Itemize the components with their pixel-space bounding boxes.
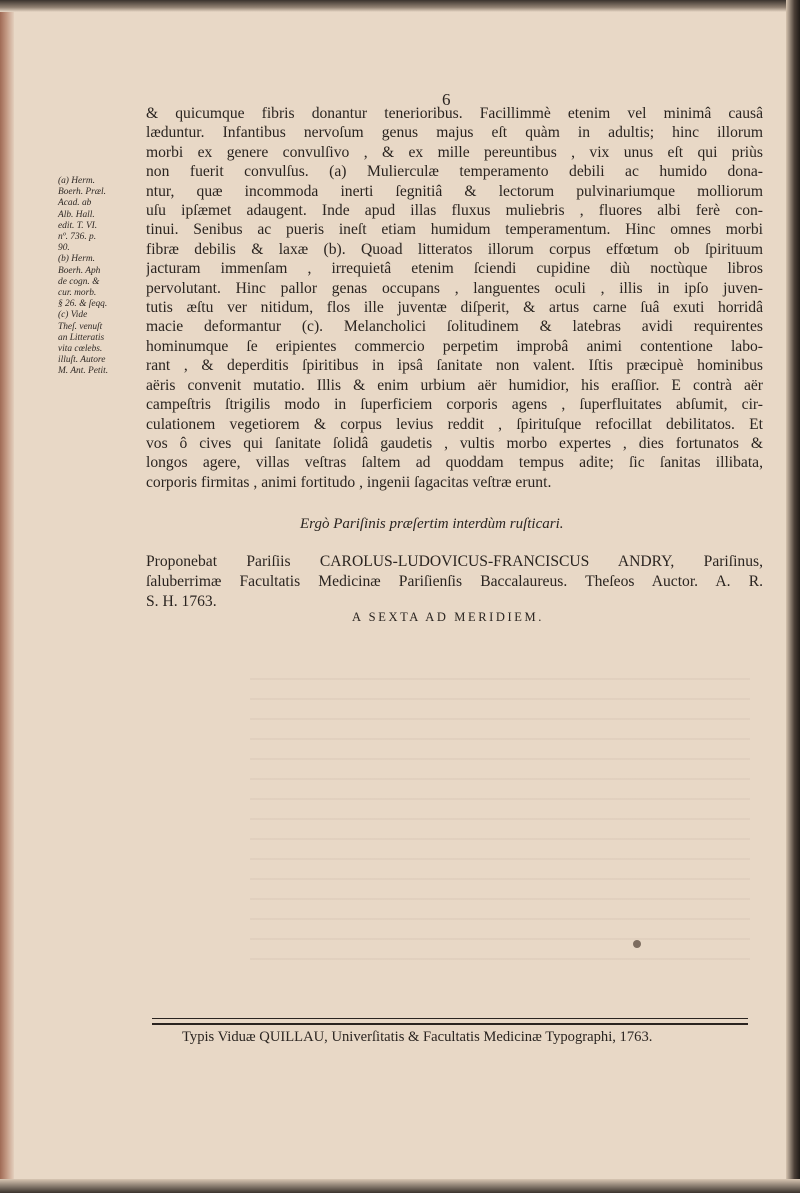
page-right-edge [786, 0, 800, 1193]
margin-note-line: Boerh. Præl. [58, 187, 107, 198]
text-line: læduntur. Infantibus nervoſum genus majus eſt quàm in adultis; hinc illorum [146, 124, 763, 142]
footer-rule [152, 1018, 748, 1025]
page-number: 6 [442, 90, 451, 109]
text-line: campeſtris ſtrigilis modo in ſuperficiem corporis agens , ſuperfluitates abſumit, cir- [146, 396, 763, 414]
margin-note-line: M. Ant. Petit. [58, 366, 109, 377]
margin-note-line: Theſ. venuſt [58, 321, 103, 332]
proponent-statement [146, 552, 763, 612]
text-line: culationem vegetiorem & corpus levius reddit , ſpirituſque refocillat debilitatos. Et [146, 415, 763, 433]
margin-note-line: an Litteratis [58, 332, 105, 343]
margin-note-line: nº. 736. p. [58, 232, 97, 243]
main-text [146, 104, 763, 492]
thesis-conclusion: Ergò Pariſinis præſertim interdùm ruſticari. [300, 516, 564, 532]
text-line: rant , & deperditis ſpiritibus in ipsâ ſanitate non valent. Iſtis præcipuè hominibus [146, 357, 763, 375]
margin-note-line: 90. [58, 243, 70, 254]
proponent-line: Proponebat Pariſiis CAROLUS-LUDOVICUS-FRANCISCUS ANDRY, Pariſinus, [146, 553, 763, 570]
text-line: fibræ debilis & laxæ (b). Quoad litteratos illorum corpus effœtum ob ſpirituum [146, 240, 763, 258]
text-line: tutis æſtu ver nitidum, flos ille juventæ diſperit, & artus carne ſuâ exuti horridâ [146, 299, 763, 317]
text-line: & quicumque fibris donantur tenerioribus. Facillimmè etenim vel minimâ causâ [146, 105, 763, 122]
margin-note-line: § 26. & ſeqq. [58, 299, 108, 310]
margin-note-line: edit. T. VI. [58, 220, 98, 231]
proponent-line: ſaluberrimæ Facultatis Medicinæ Pariſienſis Baccalaureus. Theſeos Auctor. A. R. [146, 573, 763, 590]
margin-note-line: cur. morb. [58, 288, 97, 299]
text-line: corporis firmitas , animi fortitudo , ingenii ſagacitas veſtræ erunt. [146, 473, 552, 491]
page-bottom-edge [0, 1179, 800, 1193]
printer-imprint: Typis Viduæ QUILLAU, Univerſitatis & Facultatis Medicinæ Typographi, 1763. [182, 1029, 653, 1045]
margin-note-line: Acad. ab [58, 198, 92, 209]
margin-note-line: (b) Herm. [58, 254, 95, 265]
margin-note-line: vita cœlebs. [58, 344, 103, 355]
text-line: morbi ex genere convulſivo , & ex mille pereuntibus , vix unus eſt qui priùs [146, 143, 763, 161]
margin-note-line: de cogn. & [58, 276, 100, 287]
text-line: uſu ipſæmet adaugent. Inde apud illas fluxus muliebris , fluores albi ferè con- [146, 202, 763, 220]
text-line: macie deformantur (c). Melancholici ſolitudinem & latebras avidi requirentes [146, 318, 763, 336]
ink-spot [633, 940, 641, 948]
text-line: longos agere, villas veſtras ſaltem ad quoddam tempus adite; ſic ſanitas illibata, [146, 454, 763, 472]
margin-note-line: Boerh. Aph [58, 265, 101, 276]
margin-note-line: illuſt. Autore [58, 355, 106, 366]
proponent-line: S. H. 1763. [146, 593, 217, 610]
margin-notes [58, 176, 148, 378]
text-line: hominumque ſe eripientes commercio perpetim improbâ animi contentione labo- [146, 337, 763, 355]
text-line: pervolutant. Hinc pallor genas occupans , languentes oculi , illis in ipſo juven- [146, 279, 763, 297]
text-line: tinui. Senibus ac pueris ineſt etiam humidum temperamentum. Hinc omnes morbi [146, 221, 763, 239]
margin-note-line: (c) Vide [58, 310, 88, 321]
text-line: vos ô cives qui ſanitate ſolidâ gaudetis , vultis morbo expertes , dies fortunatos & [146, 434, 763, 452]
page-left-binding [0, 12, 14, 1182]
show-through-texture [250, 660, 750, 960]
page-top-edge [0, 0, 800, 12]
text-line: non fuerit convulſus. (a) Mulierculæ temperamento debili ac humido dona- [146, 163, 763, 181]
text-line: ntur, quæ incommoda inerti ſegnitiâ & lectorum pulvinariumque molliorum [146, 182, 763, 200]
time-line: A SEXTA AD MERIDIEM. [352, 610, 544, 624]
margin-note-line: Alb. Hall. [58, 209, 95, 220]
text-line: aëris convenit mutatio. Illis & enim urbium aër humidior, his eraſſior. E contrà aër [146, 376, 763, 394]
margin-note-line: (a) Herm. [58, 176, 95, 186]
text-line: jacturam immenſam , irrequietâ etenim ſciendi cupidine diù noctùque libros [146, 260, 763, 278]
